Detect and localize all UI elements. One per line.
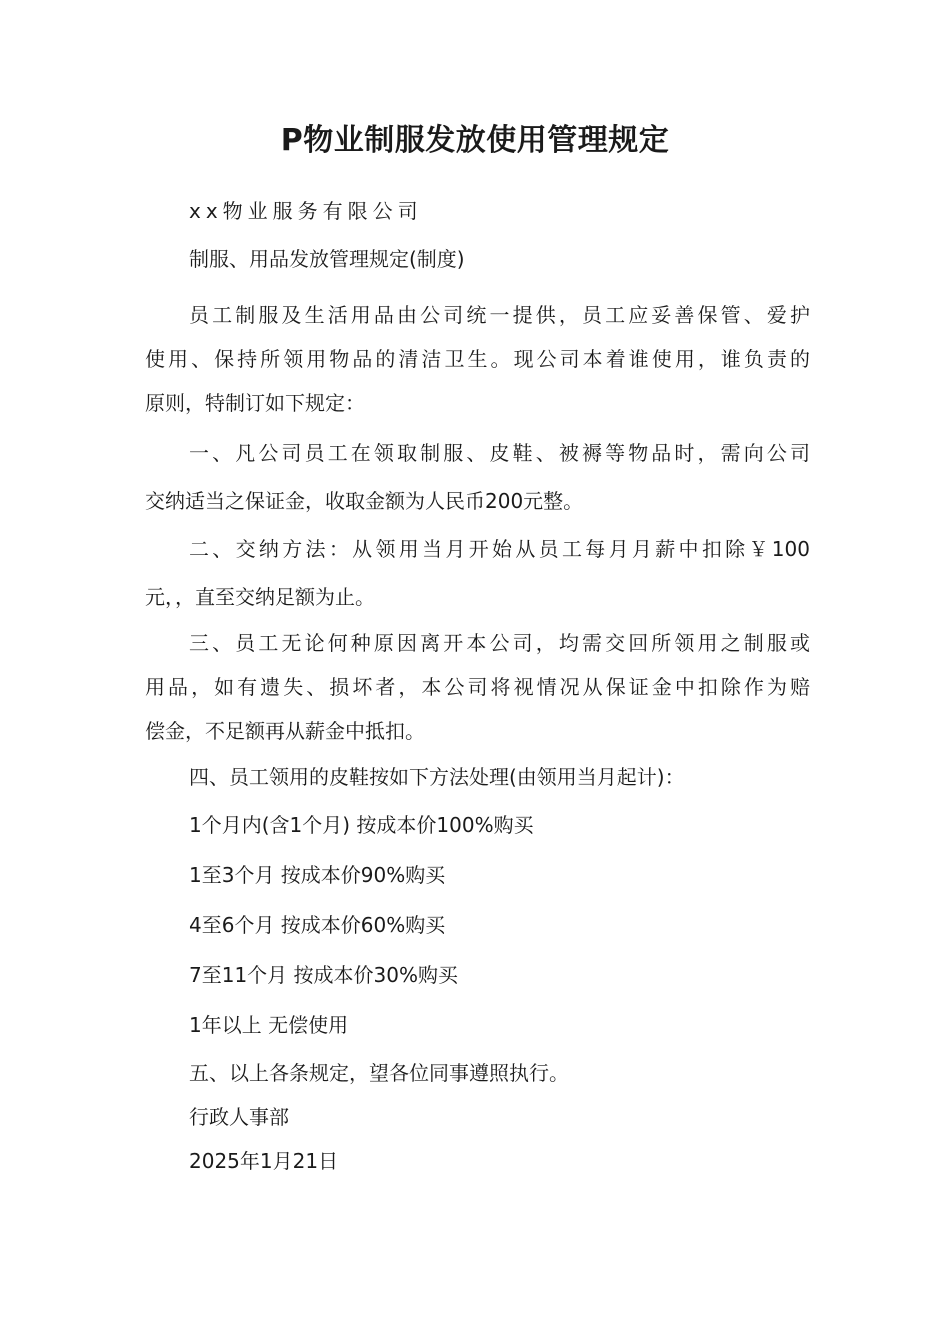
shoe-term-item: 7至11个月 按成本价30%购买 — [189, 963, 458, 987]
rule-1-line: 交纳适当之保证金，收取金额为人民币200元整。 — [145, 489, 584, 513]
document-date: 2025年1月21日 — [189, 1149, 339, 1173]
rule-3-line: 用品，如有遗失、损坏者，本公司将视情况从保证金中扣除作为赔 — [145, 675, 810, 699]
rule-4: 四、员工领用的皮鞋按如下方法处理(由领用当月起计)： — [189, 765, 685, 789]
company-name: xx物业服务有限公司 — [189, 199, 423, 223]
intro-line: 员工制服及生活用品由公司统一提供，员工应妥善保管、爱护 — [189, 303, 810, 327]
rule-2-line: 元，，直至交纳足额为止。 — [145, 585, 375, 609]
document-title: P物业制服发放使用管理规定 — [280, 123, 670, 158]
rule-5: 五、以上各条规定，望各位同事遵照执行。 — [189, 1061, 569, 1085]
shoe-term-item: 1个月内(含1个月) 按成本价100%购买 — [189, 813, 534, 837]
document-subtitle: 制服、用品发放管理规定(制度) — [189, 247, 465, 271]
rule-3-line: 偿金，不足额再从薪金中抵扣。 — [145, 719, 425, 743]
shoe-term-item: 4至6个月 按成本价60%购买 — [189, 913, 446, 937]
intro-line: 原则，特制订如下规定： — [145, 391, 365, 415]
shoe-term-item: 1至3个月 按成本价90%购买 — [189, 863, 446, 887]
rule-3-line: 三、员工无论何种原因离开本公司，均需交回所领用之制服或 — [189, 631, 810, 655]
rule-1-line: 一、凡公司员工在领取制服、皮鞋、被褥等物品时，需向公司 — [189, 441, 810, 465]
document-body — [145, 190, 810, 1174]
department-signature: 行政人事部 — [189, 1105, 289, 1129]
rule-2-line: 二、交纳方法：从领用当月开始从员工每月月薪中扣除￥100 — [189, 537, 810, 561]
intro-line: 使用、保持所领用物品的清洁卫生。现公司本着谁使用，谁负责的 — [145, 347, 810, 371]
shoe-term-item: 1年以上 无偿使用 — [189, 1013, 349, 1037]
